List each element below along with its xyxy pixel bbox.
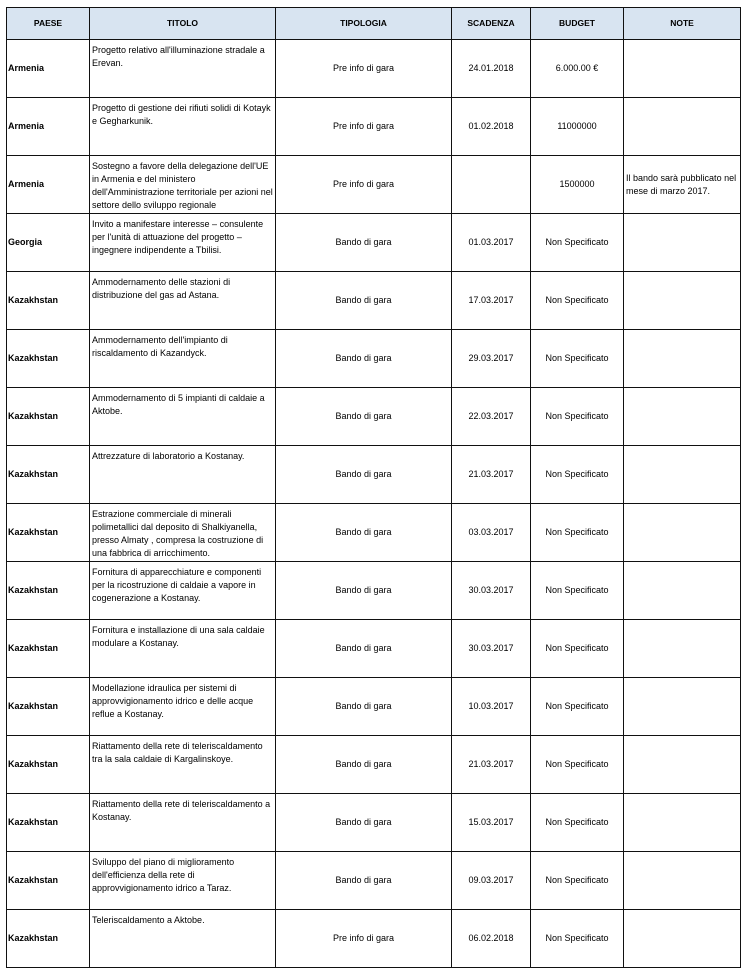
cell-note [624,910,741,968]
cell-tipologia: Bando di gara [276,852,452,910]
cell-budget: Non Specificato [531,214,624,272]
cell-paese: Armenia [7,98,90,156]
table-row [7,852,741,910]
cell-titolo: Progetto di gestione dei rifiuti solidi di Kotayk e Gegharkunik. [90,98,276,156]
cell-paese: Kazakhstan [7,794,90,852]
cell-note [624,388,741,446]
table-row [7,910,741,968]
cell-note: Il bando sarà pubblicato nel mese di marzo 2017. [624,156,741,214]
cell-tipologia: Bando di gara [276,504,452,562]
cell-budget: Non Specificato [531,620,624,678]
table-row [7,40,741,98]
cell-paese: Kazakhstan [7,736,90,794]
table-row [7,620,741,678]
table-row [7,98,741,156]
cell-budget: Non Specificato [531,678,624,736]
header-note: NOTE [624,8,741,40]
cell-scadenza: 21.03.2017 [452,446,531,504]
cell-note [624,504,741,562]
cell-note [624,736,741,794]
cell-paese: Georgia [7,214,90,272]
cell-tipologia: Bando di gara [276,446,452,504]
cell-tipologia: Pre info di gara [276,156,452,214]
cell-budget: Non Specificato [531,794,624,852]
cell-tipologia: Pre info di gara [276,98,452,156]
cell-tipologia: Bando di gara [276,620,452,678]
cell-scadenza: 09.03.2017 [452,852,531,910]
table-body [7,40,741,968]
cell-tipologia: Bando di gara [276,736,452,794]
header-budget: BUDGET [531,8,624,40]
cell-tipologia: Bando di gara [276,214,452,272]
cell-budget: Non Specificato [531,388,624,446]
cell-note [624,330,741,388]
cell-scadenza: 10.03.2017 [452,678,531,736]
cell-paese: Kazakhstan [7,504,90,562]
cell-budget: 1500000 [531,156,624,214]
table-row [7,562,741,620]
table-row [7,156,741,214]
table-row [7,736,741,794]
cell-note [624,446,741,504]
table-row [7,446,741,504]
header-titolo: TITOLO [90,8,276,40]
cell-tipologia: Bando di gara [276,330,452,388]
table-row [7,330,741,388]
cell-titolo: Riattamento della rete di teleriscaldamento tra la sala caldaie di Kargalinskoye. [90,736,276,794]
cell-titolo: Sviluppo del piano di miglioramento dell'efficienza della rete di approvvigionamento idrico a Taraz. [90,852,276,910]
cell-titolo: Modellazione idraulica per sistemi di approvvigionamento idrico e delle acque reflue a Kostanay. [90,678,276,736]
cell-scadenza: 03.03.2017 [452,504,531,562]
cell-scadenza: 17.03.2017 [452,272,531,330]
cell-titolo: Progetto relativo all'illuminazione stradale a Erevan. [90,40,276,98]
cell-paese: Kazakhstan [7,910,90,968]
cell-titolo: Teleriscaldamento a Aktobe. [90,910,276,968]
cell-paese: Armenia [7,40,90,98]
cell-budget: Non Specificato [531,330,624,388]
cell-paese: Kazakhstan [7,562,90,620]
cell-scadenza: 01.02.2018 [452,98,531,156]
cell-scadenza [452,156,531,214]
cell-paese: Kazakhstan [7,678,90,736]
cell-note [624,678,741,736]
cell-titolo: Fornitura e installazione di una sala caldaie modulare a Kostanay. [90,620,276,678]
header-scadenza: SCADENZA [452,8,531,40]
cell-titolo: Ammodernamento dell'impianto di riscaldamento di Kazandyck. [90,330,276,388]
cell-tipologia: Pre info di gara [276,910,452,968]
cell-budget: Non Specificato [531,272,624,330]
cell-scadenza: 22.03.2017 [452,388,531,446]
cell-titolo: Invito a manifestare interesse – consulente per l'unità di attuazione del progetto – ingegnere indipendente a Tbilisi. [90,214,276,272]
table-row [7,504,741,562]
cell-tipologia: Bando di gara [276,562,452,620]
cell-budget: Non Specificato [531,910,624,968]
cell-scadenza: 29.03.2017 [452,330,531,388]
cell-budget: Non Specificato [531,852,624,910]
table-row [7,214,741,272]
cell-scadenza: 30.03.2017 [452,620,531,678]
cell-paese: Kazakhstan [7,272,90,330]
cell-titolo: Fornitura di apparecchiature e componenti per la ricostruzione di caldaie a vapore in cogenerazione a Kostanay. [90,562,276,620]
cell-budget: 11000000 [531,98,624,156]
cell-tipologia: Bando di gara [276,272,452,330]
cell-titolo: Riattamento della rete di teleriscaldamento a Kostanay. [90,794,276,852]
cell-titolo: Attrezzature di laboratorio a Kostanay. [90,446,276,504]
cell-note [624,794,741,852]
table-row [7,272,741,330]
cell-titolo: Ammodernamento di 5 impianti di caldaie a Aktobe. [90,388,276,446]
cell-budget: Non Specificato [531,504,624,562]
cell-paese: Kazakhstan [7,852,90,910]
cell-scadenza: 24.01.2018 [452,40,531,98]
cell-paese: Kazakhstan [7,388,90,446]
cell-titolo: Ammodernamento delle stazioni di distribuzione del gas ad Astana. [90,272,276,330]
cell-note [624,852,741,910]
cell-budget: 6.000.00 € [531,40,624,98]
tenders-table [6,7,741,968]
header-row [7,8,741,40]
cell-paese: Kazakhstan [7,446,90,504]
cell-titolo: Estrazione commerciale di minerali polimetallici dal deposito di Shalkiyanella, presso Almaty , compresa la costruzione di una fabbrica di arricchimento. [90,504,276,562]
cell-budget: Non Specificato [531,736,624,794]
table-header [7,8,741,40]
header-paese: PAESE [7,8,90,40]
cell-note [624,40,741,98]
cell-paese: Kazakhstan [7,330,90,388]
cell-note [624,620,741,678]
cell-tipologia: Bando di gara [276,794,452,852]
table-row [7,794,741,852]
cell-paese: Kazakhstan [7,620,90,678]
cell-note [624,214,741,272]
cell-scadenza: 01.03.2017 [452,214,531,272]
cell-tipologia: Bando di gara [276,678,452,736]
header-tipologia: TIPOLOGIA [276,8,452,40]
table-row [7,388,741,446]
cell-note [624,98,741,156]
cell-tipologia: Bando di gara [276,388,452,446]
cell-scadenza: 15.03.2017 [452,794,531,852]
cell-scadenza: 21.03.2017 [452,736,531,794]
cell-scadenza: 30.03.2017 [452,562,531,620]
cell-tipologia: Pre info di gara [276,40,452,98]
table-row [7,678,741,736]
cell-scadenza: 06.02.2018 [452,910,531,968]
cell-budget: Non Specificato [531,562,624,620]
cell-note [624,272,741,330]
cell-titolo: Sostegno a favore della delegazione dell'UE in Armenia e del ministero dell'Amministrazione territoriale per azioni nel settore dello sviluppo regionale [90,156,276,214]
cell-paese: Armenia [7,156,90,214]
cell-budget: Non Specificato [531,446,624,504]
cell-note [624,562,741,620]
